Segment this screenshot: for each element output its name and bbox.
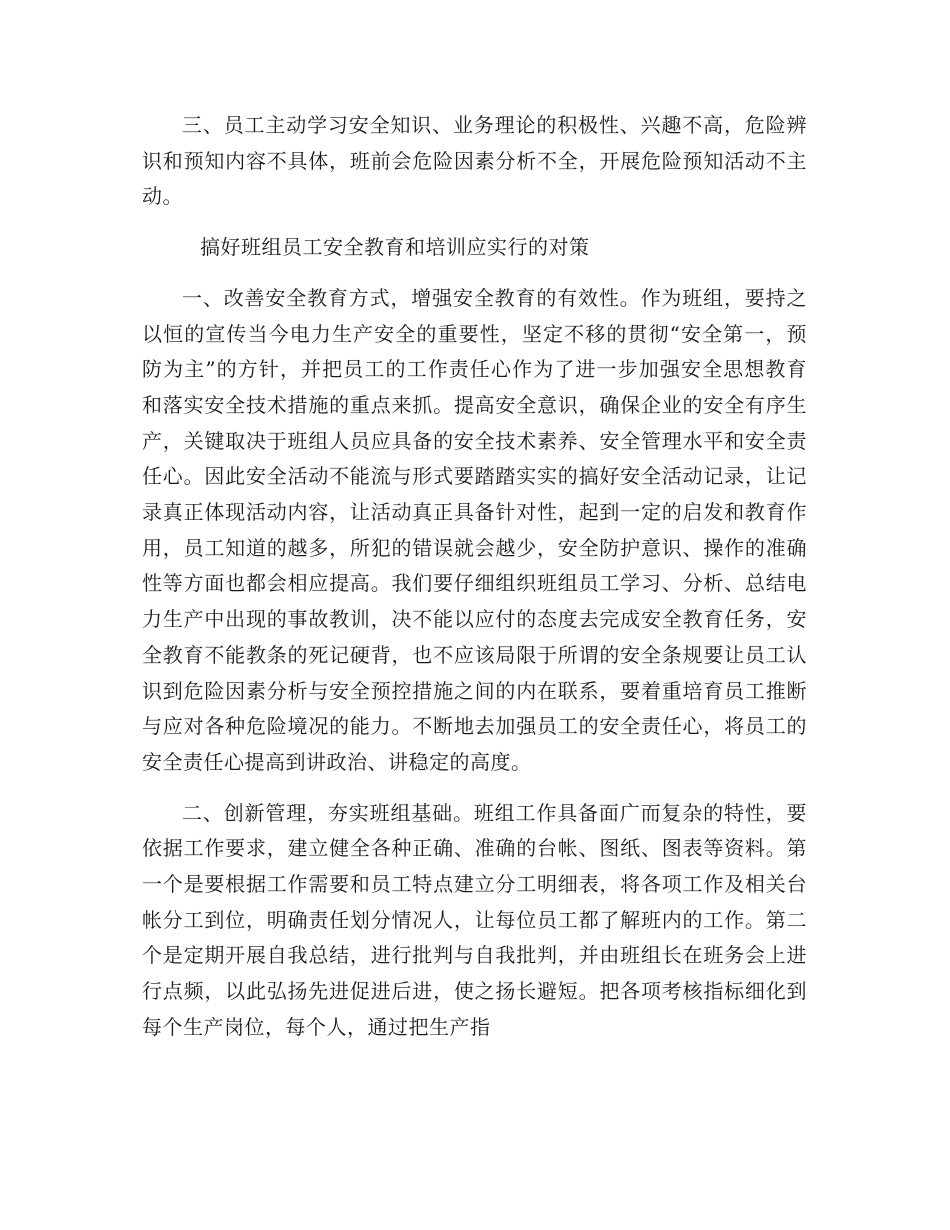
- paragraph-measure-one: 一、改善安全教育方式，增强安全教育的有效性。作为班组，要持之以恒的宣传当今电力生产安全的重要性，坚定不移的贯彻“安全第一，预防为主”的方针，并把员工的工作责任心作为了进一步加强安全思想教育和落实安全技术措施的重点来抓。提高安全意识，确保企业的安全有序生产，关键取决于班组人员应具备的安全技术素养、安全管理水平和安全责任心。因此安全活动不能流与形式要踏踏实实的搞好安全活动记录，让记录真正体现活动内容，让活动真正具备针对性，起到一定的启发和教育作用，员工知道的越多，所犯的错误就会越少，安全防护意识、操作的准确性等方面也都会相应提高。我们要仔细组织班组员工学习、分析、总结电力生产中出现的事故教训，决不能以应付的态度去完成安全教育任务，安全教育不能教条的死记硬背，也不应该局限于所谓的安全条规要让员工认识到危险因素分析与安全预控措施之间的内在联系，要着重培育员工推断与应对各种危险境况的能力。不断地去加强员工的安全责任心，将员工的安全责任心提高到讲政治、讲稳定的高度。: [142, 285, 807, 774]
- paragraph-issue-three: 三、员工主动学习安全知识、业务理论的积极性、兴趣不高，危险辨识和预知内容不具体，班前会危险因素分析不全，开展危险预知活动不主动。: [142, 113, 807, 209]
- document-page: [142, 108, 807, 1046]
- section-heading: 搞好班组员工安全教育和培训应实行的对策: [200, 235, 590, 260]
- paragraph-measure-two: 二、创新管理，夯实班组基础。班组工作具备面广而复杂的特性，要依据工作要求，建立健全各种正确、准确的台帐、图纸、图表等资料。第一个是要根据工作需要和员工特点建立分工明细表，将各项工作及相关台帐分工到位，明确责任划分情况人，让每位员工都了解班内的工作。第二个是定期开展自我总结，进行批判与自我批判，并由班组长在班务会上进行点频，以此弘扬先进促进后进，使之扬长避短。把各项考核指标细化到每个生产岗位，每个人，通过把生产指: [142, 800, 807, 1039]
